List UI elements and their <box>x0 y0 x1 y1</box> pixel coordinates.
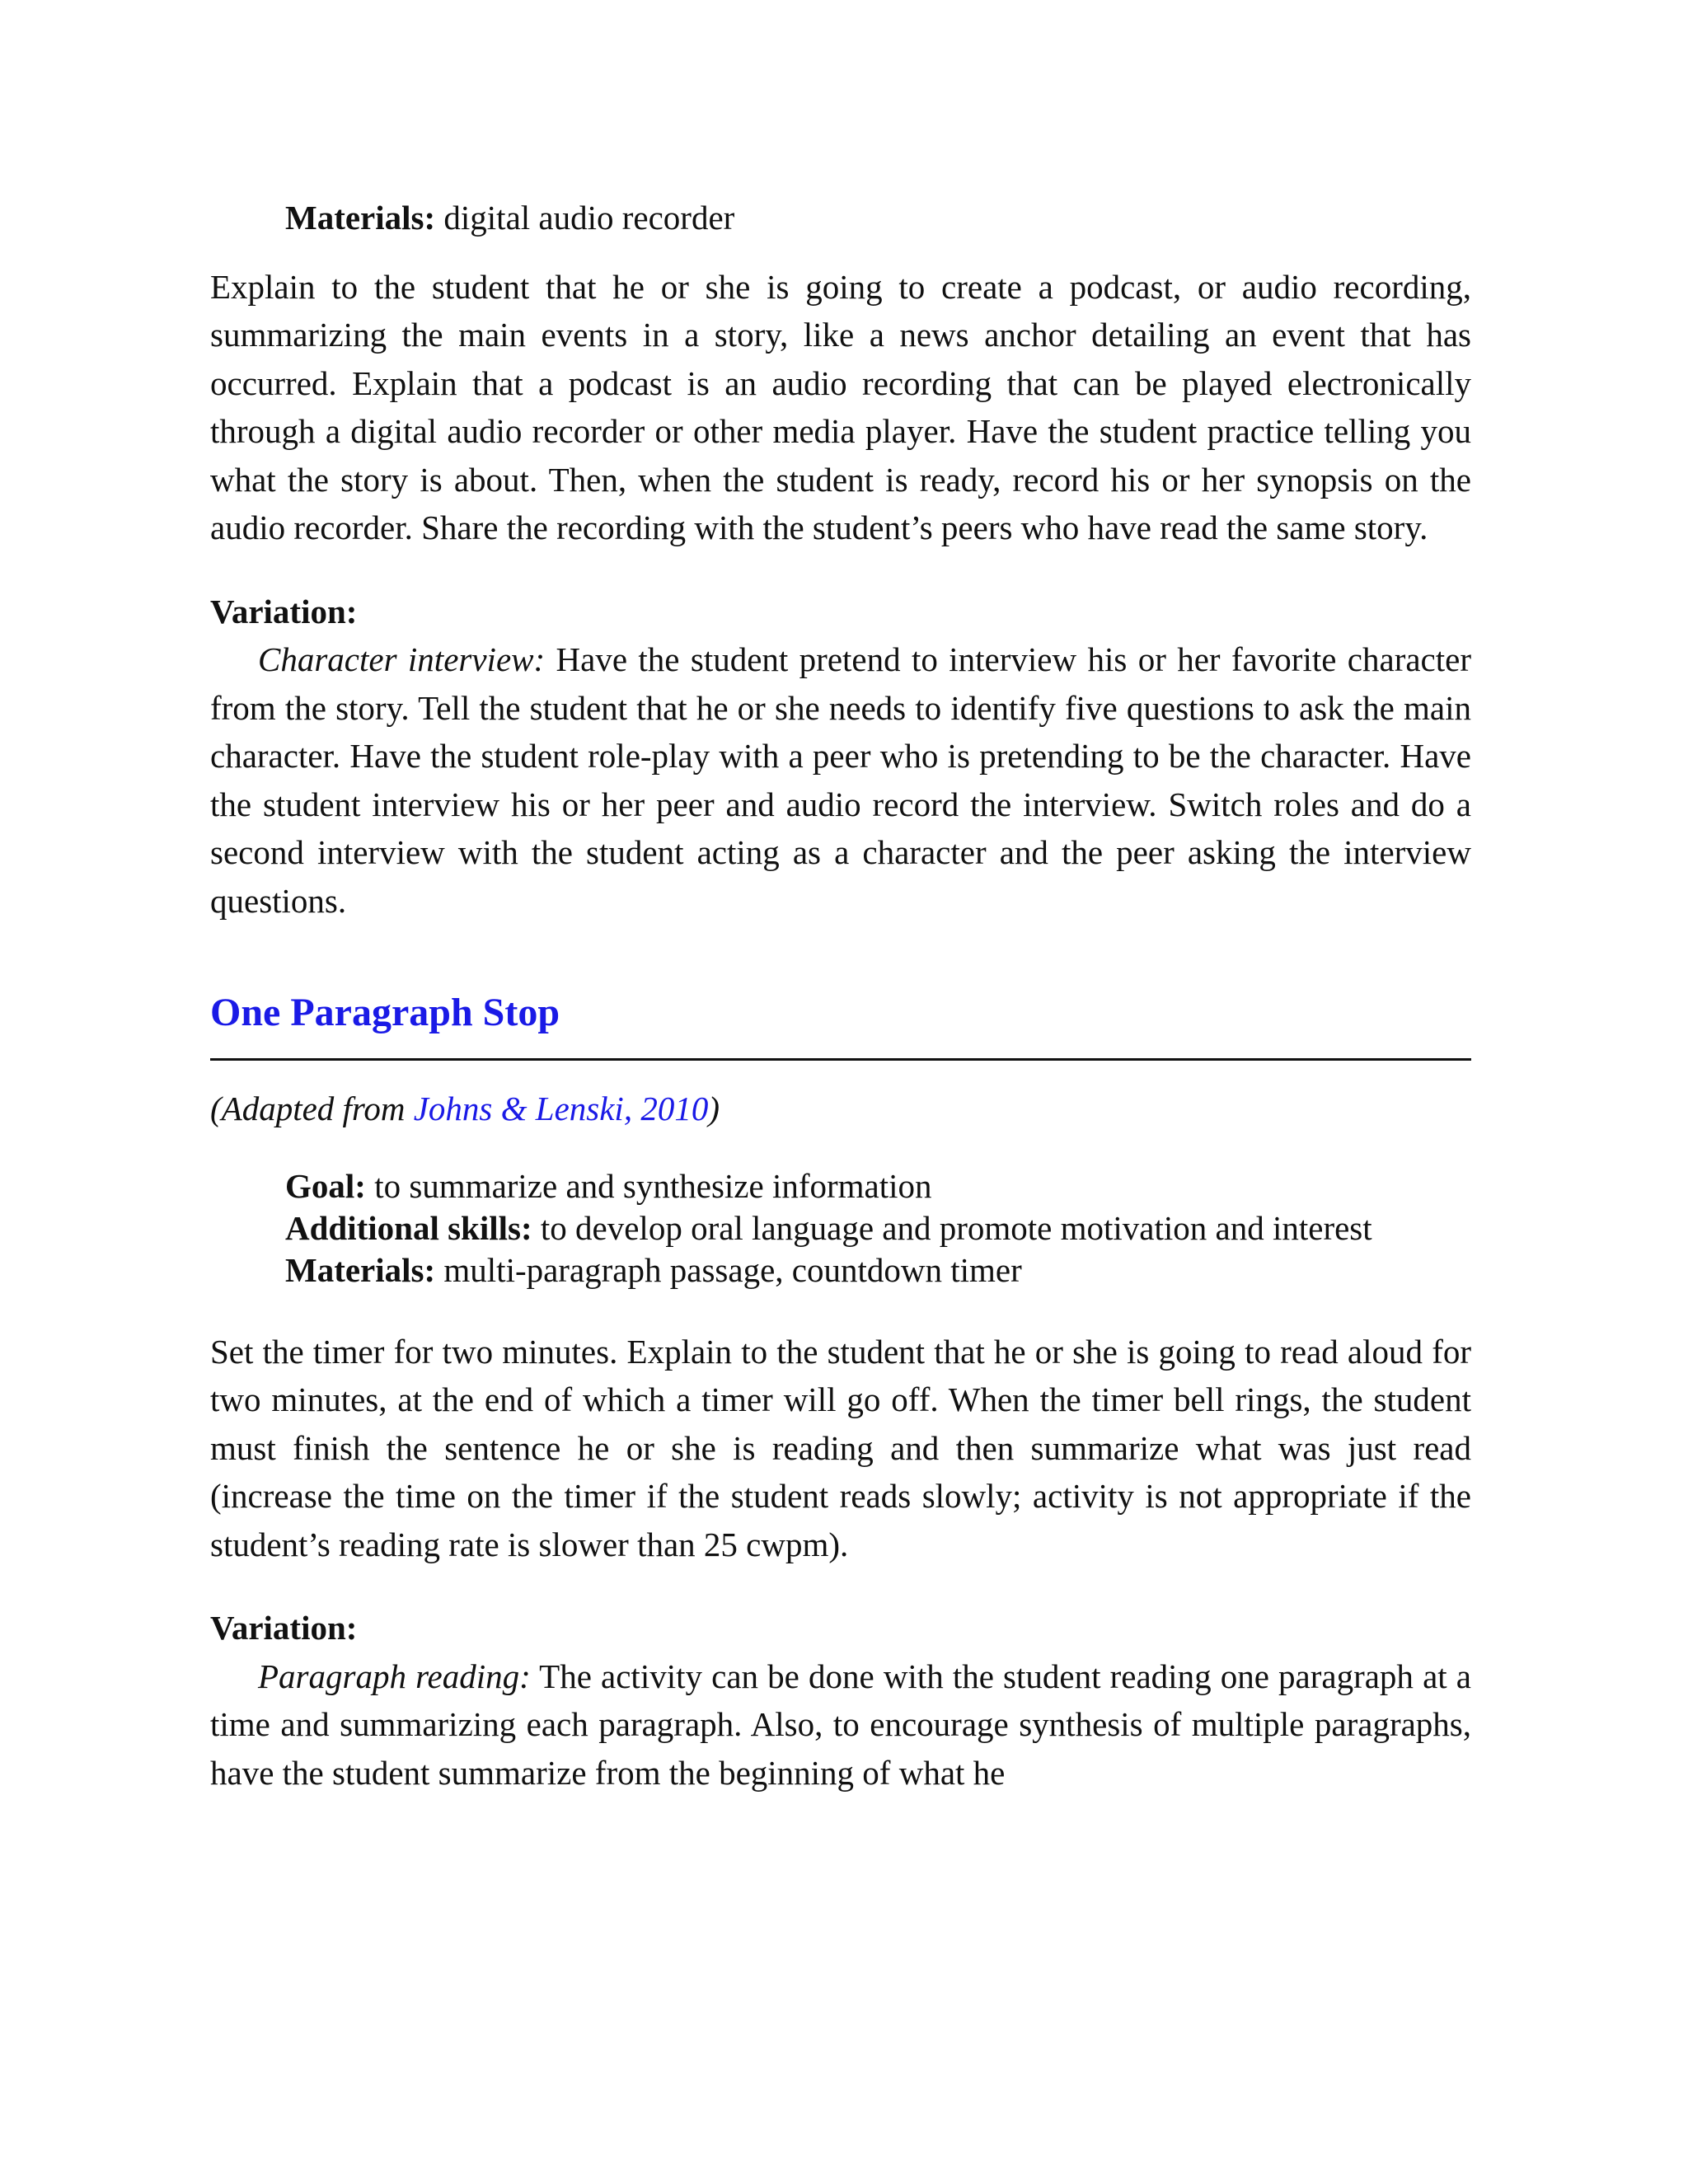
materials-line <box>285 194 1471 242</box>
goal-text: to summarize and synthesize information <box>365 1166 932 1205</box>
additional-skills-line <box>285 1207 1471 1249</box>
paragraph-reading-paragraph <box>210 1652 1471 1797</box>
materials-line-2 <box>285 1249 1471 1291</box>
character-interview-term: Character interview: <box>258 640 546 678</box>
goal-label: Goal: <box>285 1166 366 1205</box>
podcast-paragraph: Explain to the student that he or she is going to create a podcast, or audio recording, summarizing the main events in a story, like a news anchor detailing an event that has occurred. Explain that a podcast is an audio recording that can be played electronically through a digital audio recorder or other media player. Have the student practice telling you what the story is about. Then, when the student is ready, record his or her synopsis on the audio recorder. Share the recording with the student’s peers who have read the same story. <box>210 267 1471 546</box>
adapted-suffix: ) <box>708 1090 720 1127</box>
citation-link[interactable]: Johns & Lenski, 2010 <box>413 1090 709 1127</box>
materials-text-2: multi-paragraph passage, countdown timer <box>435 1250 1022 1289</box>
timer-paragraph: Set the timer for two minutes. Explain to the student that he or she is going to read aloud for two minutes, at the end of which a timer will go off. When the timer bell rings, the student must finish the sentence he or she is reading and then summarize what was just read (increase the time on the timer if the student reads slowly; activity is not appropriate if the student’s reading rate is slower than 25 cwpm). <box>210 1332 1471 1563</box>
section-title: One Paragraph Stop <box>210 991 560 1034</box>
paragraph-reading-text: The activity can be done with the student reading one paragraph at a time and summarizing each paragraph. Also, to encourage synthesis of multiple paragraphs, have the student summarize from the beginning of what he <box>210 1657 1471 1792</box>
additional-skills-text: to develop oral language and promote motivation and interest <box>532 1208 1372 1247</box>
additional-skills-label: Additional skills: <box>285 1208 532 1247</box>
goal-line <box>285 1165 1471 1207</box>
materials-label: Materials: <box>285 199 436 237</box>
document-page <box>210 194 1471 1797</box>
section-divider <box>210 1058 1471 1061</box>
paragraph-reading-term: Paragraph reading: <box>258 1657 531 1695</box>
variation-label-2: Variation: <box>210 1609 358 1647</box>
character-interview-text: Have the student pretend to interview his or her favorite character from the story. Tell the student that he or she needs to identify five questions to ask the main character. Have the student role-play with a peer who is pretending to be the character. Have the student interview his or her peer and audio record the interview. Switch roles and do a second interview with the student acting as a character and the peer asking the interview questions. <box>210 640 1471 920</box>
variation-label: Variation: <box>210 592 358 630</box>
character-interview-paragraph <box>210 635 1471 925</box>
materials-text: digital audio recorder <box>435 199 735 237</box>
materials-label-2: Materials: <box>285 1250 436 1289</box>
adapted-from-line <box>210 1085 1471 1133</box>
adapted-prefix: (Adapted from <box>210 1090 414 1127</box>
activity-meta <box>285 1165 1471 1291</box>
